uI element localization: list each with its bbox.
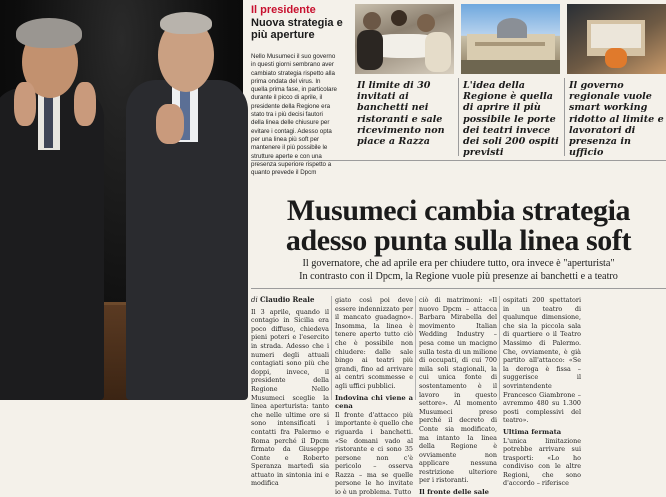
column-divider — [415, 296, 416, 400]
subheadline-line-1: Il governatore, che ad aprile era per chiudere tutto, ora invece è "aperturista" — [302, 258, 615, 269]
headline-line-1: Musumeci cambia strategia — [286, 194, 631, 227]
body-text: ospitati 200 spettatori in un teatro di qualunque dimensione, che sia la piccola sala di quartiere o il Teatro Massimo di Palermo. Che, ovviamente, è già partito all'attacco: «Se la deroga è fissa – suggerisce il sovrintendente Francesco Giambrone – avremmo 480 su 1.300 posti complessivi del teatro». — [503, 296, 581, 425]
body-text: L'unica limitazione potrebbe arrivare sui trasporti: «Lo ho condiviso con le altre Regioni, che sono d'accordo – riferisce — [503, 436, 581, 488]
byline — [251, 296, 329, 305]
thumb-banquet-photo — [355, 4, 454, 74]
sidebar-kicker: Il presidente — [251, 4, 316, 16]
subheadline-line-2: In contrasto con il Dpcm, la Regione vuole più presenze ai banchetti e a teatro — [299, 271, 618, 282]
byline-prefix: di — [251, 296, 258, 304]
section-heading: Ultima fermata — [503, 427, 562, 436]
body-column-2 — [335, 296, 413, 497]
column-divider — [331, 296, 332, 400]
caption-divider — [564, 78, 565, 156]
body-text: Il fronte d'attacco più importante è quello che riguarda i banchetti. «Se domani vado al ristorante e ci sono 35 persone non c'è pericolo – osserva Razza – ma se quelle persone le ho invitate io è un problema. Tutto — [335, 410, 413, 497]
caption-banquets: Il limite di 30 invitati ai banchetti nei ristoranti e sale ricevimento non piace a Razza — [357, 80, 445, 148]
body-column-4 — [503, 296, 581, 488]
body-column-1 — [251, 296, 329, 488]
headline — [251, 196, 666, 256]
sidebar-title: Nuova strategia e più aperture — [251, 17, 343, 41]
subheadline — [251, 257, 666, 283]
section-divider — [251, 160, 666, 161]
thumb-theatre-photo — [461, 4, 560, 74]
section-heading: Il fronte delle sale — [419, 488, 490, 497]
caption-theatres: L'idea della Regione è quella di aprire il più possibile le porte dei teatri invece dei soli 200 ospiti previsti — [463, 80, 559, 159]
sidebar-body: Nello Musumeci il suo governo in questi giorni sembrano aver cambiato strategia rispetto alla prima ondata del virus. In quella prima fase, in particolare durante il picco di aprile, il presidente della Regione era stato tra i più decisi fautori della linea delle chiusure per evitare i contagi. Adesso opta per una linea più soft per mantenere il più possibile le strutture aperte e con una presenza superiore rispetto a quanto prevede il Dpcm — [251, 53, 337, 177]
body-top-divider — [251, 288, 666, 289]
article-photo — [0, 0, 243, 400]
body-text: Il 3 aprile, quando il contagio in Sicilia era poco diffuso, chiedeva pieni poteri e l'esercito in strada. Adesso che i numeri degli attuali contagiati sono più che doppi, invece, il presidente della Regione Nello Musumeci sceglie la linea aperturista: tanto che nelle ultime ore si sono intensificati i contatti fra Palermo e Roma perché il Dpcm firmato da Giuseppe Conte e Roberto Speranza martedì sia attuato in sintonia ini e modifica — [251, 307, 329, 488]
headline-line-2: adesso punta sulla linea soft — [285, 224, 632, 257]
body-text: giato così poi deve essere indennizzato per il mancato guadagno». Insomma, la linea è tenere aperto tutto ciò che è possibile non chiudere: dalle sale bingo ai teatri più grandi, fino ad arrivare ai centri scommesse e agli uffici pubblici. — [335, 296, 413, 390]
byline-author: Claudio Reale — [259, 295, 315, 304]
sidebar-box — [251, 4, 349, 177]
body-text: ciò di matrimoni: «Il nuovo Dpcm – attacca Barbara Mirabella del movimento Italian Wedding Industry – pesa come un macigno sulla testa di un milione di occupati, di cui 700 mila soli stagionali, la cui unica fonte di sostentamento è il lavoro in questo settore». Al momento Musumeci preso perché il decreto di Conte sia modificato, ma intanto la linea della Regione è ovviamente non applicare nessuna restrizione ulteriore per i ristoranti. — [419, 296, 497, 485]
column-divider — [499, 296, 500, 400]
caption-divider — [458, 78, 459, 156]
caption-smart-working: Il governo regionale vuole smart working ridotto al limite e lavoratori di presenza in ufficio — [569, 80, 664, 159]
thumb-smart-working-photo — [567, 4, 666, 74]
body-column-3 — [419, 296, 497, 497]
section-heading: Indovina chi viene a cena — [335, 393, 413, 411]
